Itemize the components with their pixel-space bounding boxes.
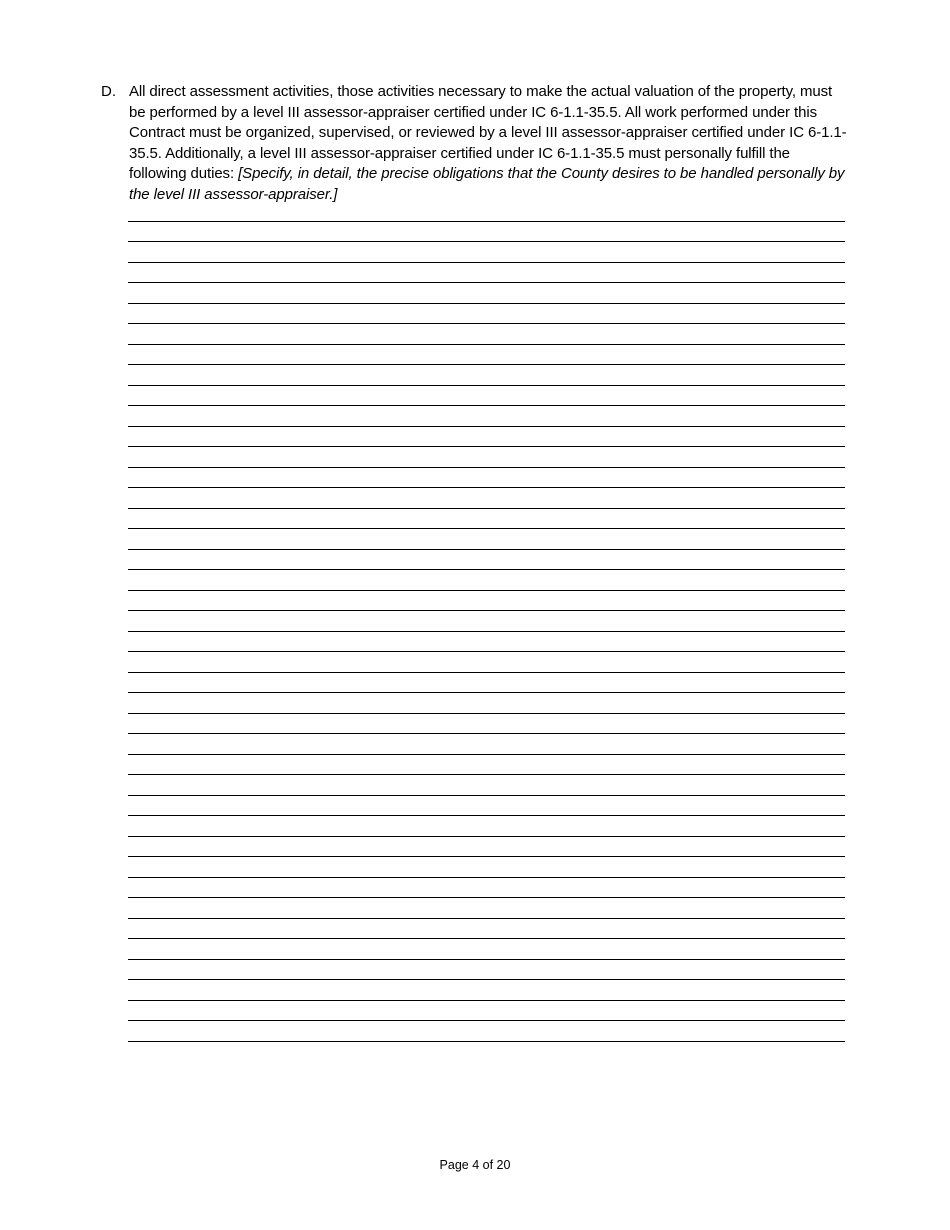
blank-line — [128, 283, 845, 304]
blank-line — [128, 755, 845, 776]
blank-line — [128, 386, 845, 407]
blank-line — [128, 468, 845, 489]
blank-line — [128, 550, 845, 571]
blank-line — [128, 324, 845, 345]
blank-line — [128, 1001, 845, 1022]
blank-line — [128, 960, 845, 981]
blank-line — [128, 857, 845, 878]
blank-line — [128, 673, 845, 694]
blank-line — [128, 345, 845, 366]
blank-line — [128, 734, 845, 755]
section-text: All direct assessment activities, those activities necessary to make the actual valuation of the property, must be performed by a level III assessor-appraiser certified under IC 6-1.1-35.5. All work performed under this Contract must be organized, supervised, or reviewed by a level III assessor-appraiser certified under IC 6-1.1-35.5. Additionally, a level III assessor-appraiser certified under IC 6-1.1-35.5 must personally fulfill the following duties: — [129, 83, 847, 182]
blank-line — [128, 447, 845, 468]
blank-line — [128, 591, 845, 612]
section-paragraph — [129, 82, 851, 205]
blank-line — [128, 570, 845, 591]
section-instruction: [Specify, in detail, the precise obligations that the County desires to be handled personally by the level III assessor-appraiser.] — [129, 165, 845, 203]
blank-line — [128, 652, 845, 673]
blank-line — [128, 939, 845, 960]
blank-line — [128, 816, 845, 837]
page-number: Page 4 of 20 — [439, 1158, 511, 1172]
blank-line — [128, 1021, 845, 1042]
blank-line — [128, 509, 845, 530]
blank-line — [128, 263, 845, 284]
blank-line — [128, 980, 845, 1001]
blank-line — [128, 796, 845, 817]
blank-line — [128, 365, 845, 386]
blank-line — [128, 775, 845, 796]
blank-line — [128, 878, 845, 899]
blank-line — [128, 201, 845, 222]
blank-line — [128, 304, 845, 325]
blank-line — [128, 242, 845, 263]
blank-line — [128, 837, 845, 858]
blank-line — [128, 714, 845, 735]
blank-line — [128, 406, 845, 427]
blank-line — [128, 488, 845, 509]
blank-line — [128, 632, 845, 653]
section-letter: D. — [101, 83, 116, 100]
blank-line — [128, 222, 845, 243]
blank-lines-area — [128, 201, 845, 1042]
blank-line — [128, 693, 845, 714]
blank-line — [128, 427, 845, 448]
blank-line — [128, 529, 845, 550]
blank-line — [128, 919, 845, 940]
blank-line — [128, 611, 845, 632]
blank-line — [128, 898, 845, 919]
